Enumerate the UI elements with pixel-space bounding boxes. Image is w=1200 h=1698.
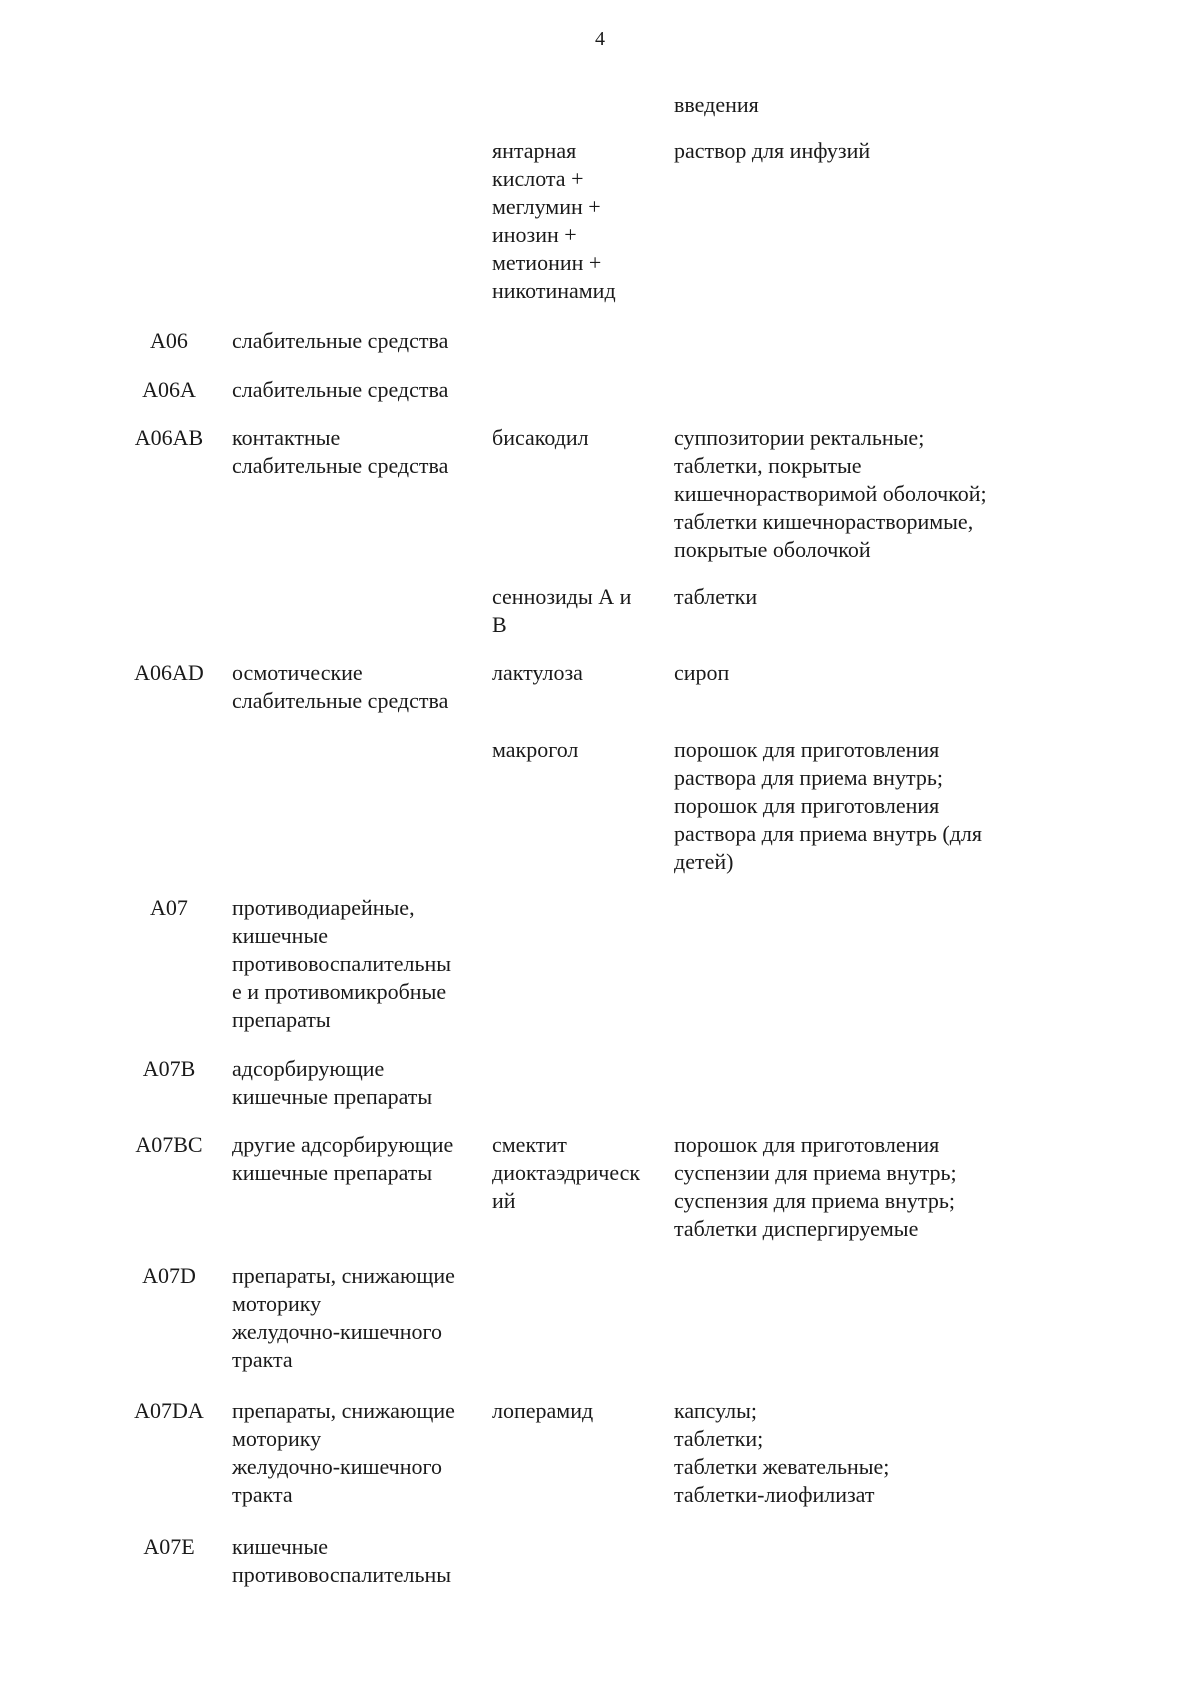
atc-code: A07DA [134, 1398, 204, 1423]
dosage-form: раствор для инфузий [674, 138, 871, 163]
drug-name: смектит диоктаэдрическ ий [492, 1132, 641, 1213]
dosage-form: капсулы; таблетки; таблетки жевательные; таблетки-лиофилизат [674, 1398, 890, 1507]
page-number: 4 [595, 28, 605, 50]
atc-group: препараты, снижающие моторику желудочно-кишечного тракта [232, 1263, 455, 1372]
dosage-form: порошок для приготовления раствора для приема внутрь; порошок для приготовления раствора для приема внутрь (для детей) [674, 737, 982, 874]
drug-name: бисакодил [492, 425, 589, 450]
dosage-form: таблетки [674, 584, 758, 609]
drug-name: янтарная кислота + меглумин + инозин + метионин + никотинамид [492, 138, 616, 303]
dosage-form: сироп [674, 660, 730, 685]
dosage-form: порошок для приготовления суспензии для приема внутрь; суспензия для приема внутрь; таблетки диспергируемые [674, 1132, 957, 1241]
atc-code: A06AD [134, 660, 204, 685]
drug-name: макрогол [492, 737, 579, 762]
atc-code: A06A [142, 377, 196, 402]
atc-code: A07BC [135, 1132, 203, 1157]
atc-code: A06 [150, 328, 188, 353]
atc-group: контактные слабительные средства [232, 425, 449, 478]
atc-group: противодиарейные, кишечные противовоспалительны е и противомикробные препараты [232, 895, 452, 1032]
atc-group: кишечные противовоспалительны [232, 1534, 452, 1587]
drug-name: сеннозиды А и В [492, 584, 632, 637]
atc-group: препараты, снижающие моторику желудочно-кишечного тракта [232, 1398, 455, 1507]
atc-group: другие адсорбирующие кишечные препараты [232, 1132, 454, 1185]
atc-code: A07D [142, 1263, 196, 1288]
dosage-form: введения [674, 92, 759, 117]
atc-group: слабительные средства [232, 377, 449, 402]
atc-group: слабительные средства [232, 328, 449, 353]
atc-group: адсорбирующие кишечные препараты [232, 1056, 433, 1109]
atc-group: осмотические слабительные средства [232, 660, 449, 713]
dosage-form: суппозитории ректальные; таблетки, покрытые кишечнорастворимой оболочкой; таблетки кишечнорастворимые, покрытые оболочкой [674, 425, 987, 562]
atc-code: A07 [150, 895, 188, 920]
drug-name: лактулоза [492, 660, 583, 685]
drug-name: лоперамид [492, 1398, 594, 1423]
atc-code: A07E [143, 1534, 195, 1559]
atc-code: A06AB [134, 425, 204, 450]
atc-code: A07B [142, 1056, 196, 1081]
